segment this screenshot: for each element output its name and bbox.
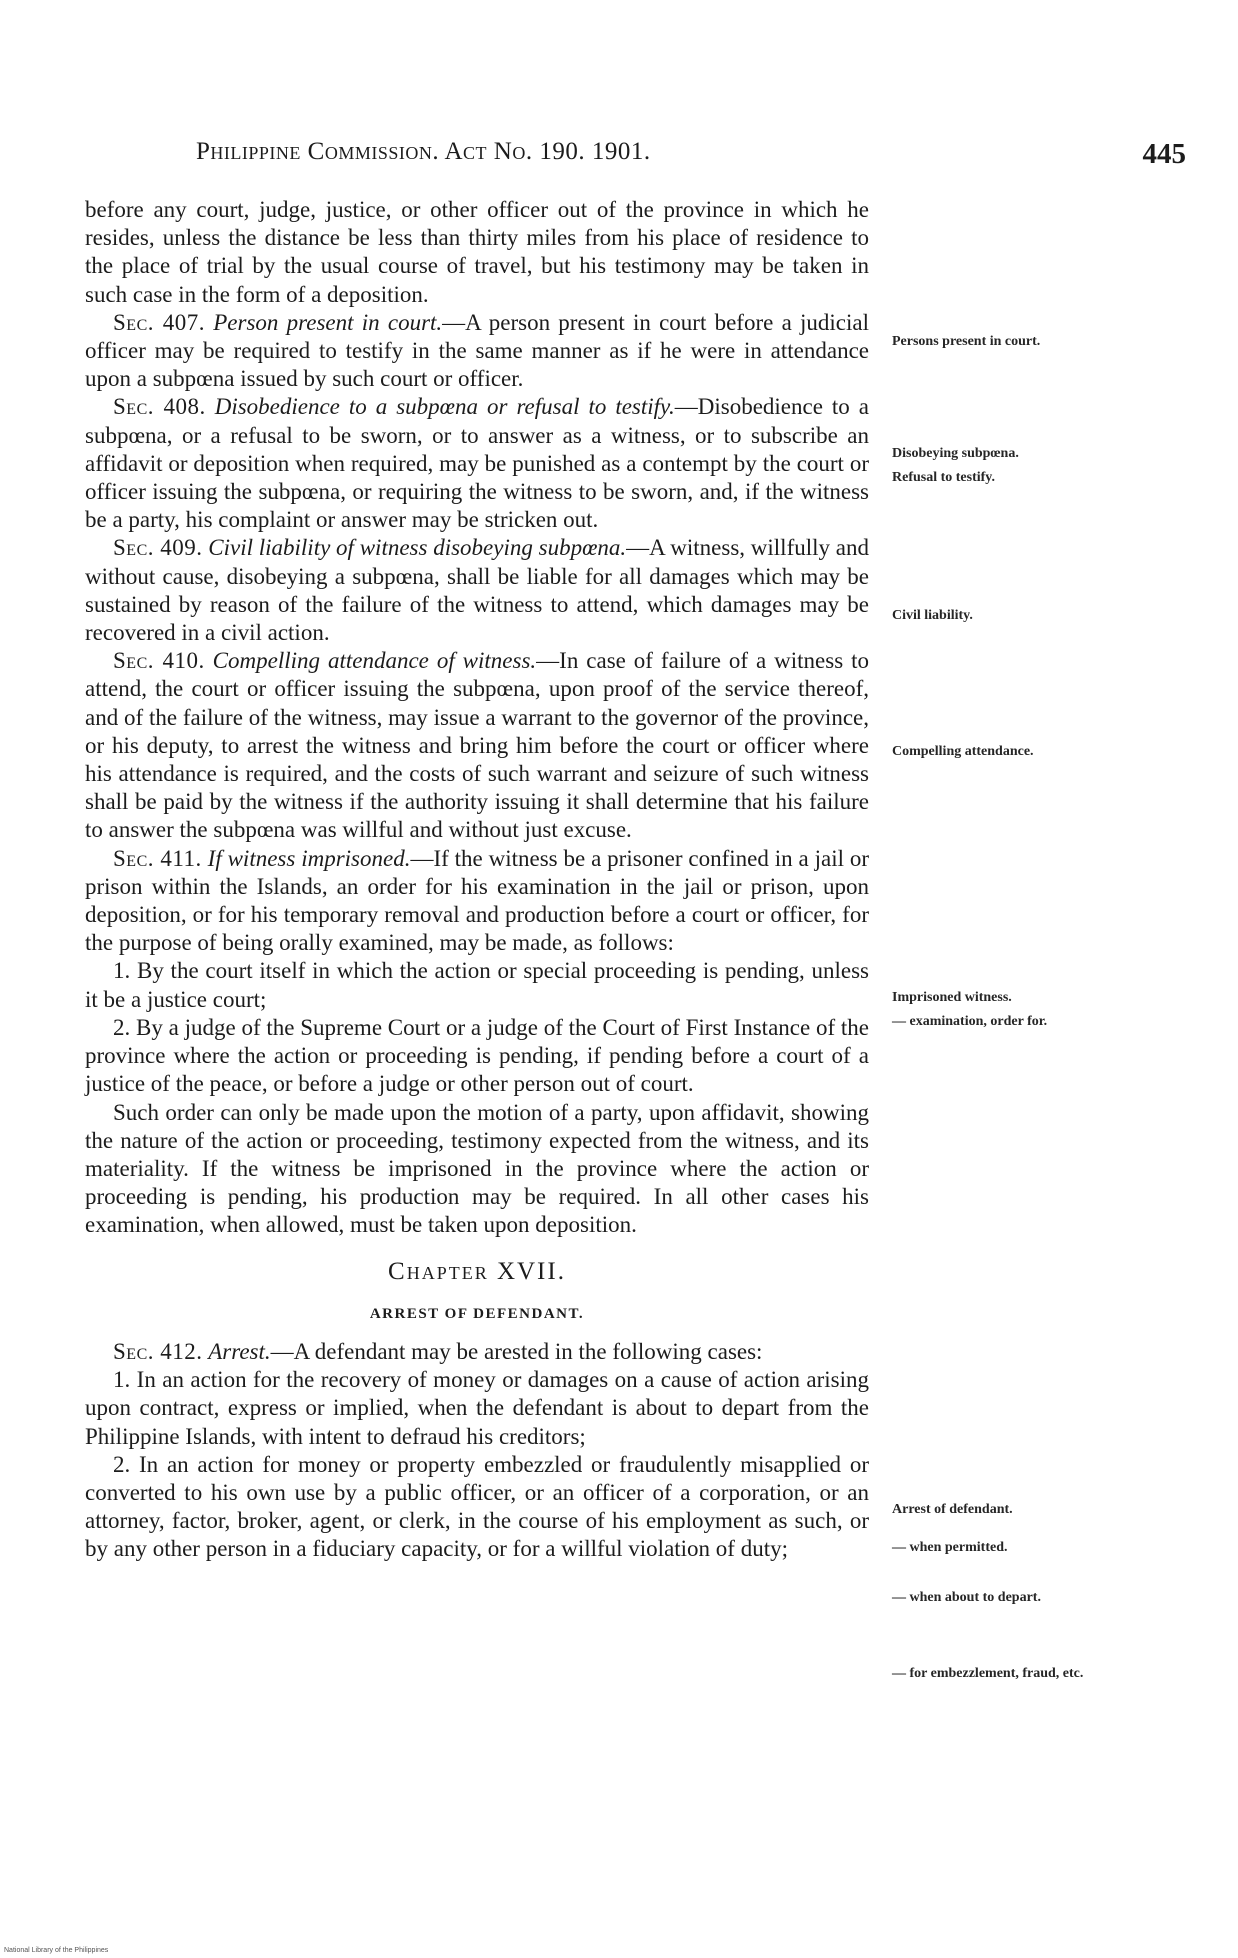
- margin-note: — when about to depart.: [892, 1590, 1041, 1605]
- section-412: [85, 1338, 869, 1366]
- running-head: Philippine Commission. Act No. 190. 1901.: [196, 138, 651, 165]
- section-label: Sec. 410.: [113, 648, 205, 674]
- section-407: [85, 309, 869, 394]
- section-label: Sec. 408.: [113, 394, 206, 420]
- section-412-item-2: 2. In an action for money or property embezzled or fraudulently misapplied or converted to his own use by a public officer, or an officer of a corporation, or an attorney, factor, broker, agent, or clerk, in the course of his employment as such, or by any other person in a fiduciary capacity, or for a willful violation of duty;: [85, 1451, 869, 1562]
- section-412-item-1: 1. In an action for the recovery of money or damages on a cause of action arising upon contract, express or implied, when the defendant is about to depart from the Philippine Islands, with intent to defraud his creditors;: [85, 1367, 869, 1449]
- section-title: Arrest.: [208, 1338, 271, 1364]
- margin-note: Imprisoned witness.: [892, 990, 1012, 1005]
- margin-note: Refusal to testify.: [892, 470, 996, 485]
- margin-note: — when permitted.: [892, 1540, 1008, 1555]
- section-text: —A person present in court before a judicial officer may be required to testify in the same manner as if he were in attendance upon a subpœna issued by such court or officer.: [85, 309, 869, 392]
- paragraph-continuation: before any court, judge, justice, or other officer out of the province in which he resides, unless the distance be less than thirty miles from his place of residence to the place of trial by the usual course of travel, but his testimony may be taken in such case in the form of a deposition.: [85, 197, 869, 307]
- section-411-item-2: 2. By a judge of the Supreme Court or a judge of the Court of First Instance of the province where the action or proceeding is pending, if pending before a court of a justice of the peace, or before a judge or other person out of court.: [85, 1014, 869, 1097]
- footer-credit: National Library of the Philippines: [4, 1947, 109, 1954]
- margin-note: — for embezzlement, fraud, etc.: [892, 1666, 1084, 1681]
- section-411-final: Such order can only be made upon the motion of a party, upon affidavit, showing the nature of the action or proceeding, testimony expected from the witness, and its materiality. If the witness be imprisoned in the province where the action or proceeding is pending, his production may be required. In all other cases his examination, when allowed, must be taken upon deposition.: [85, 1099, 869, 1238]
- chapter-heading: Chapter XVII.: [388, 1257, 566, 1285]
- margin-note: Persons present in court.: [892, 334, 1041, 349]
- section-text: —If the witness be a prisoner confined in a jail or prison within the Islands, an order for his examination in the jail or prison, upon deposition, or for his temporary removal and production before a court or officer, for the purpose of being orally examined, may be made, as follows:: [85, 845, 870, 956]
- section-text: —A witness, willfully and without cause, disobeying a subpœna, shall be liable for all damages which may be sustained by reason of the failure of the witness to attend, which damages may be recovered in a civil action.: [85, 535, 869, 646]
- section-title: Disobedience to a subpœna or refusal to testify.: [214, 394, 675, 420]
- margin-note: Compelling attendance.: [892, 744, 1034, 759]
- margin-note: — examination, order for.: [892, 1014, 1048, 1029]
- section-411: [85, 845, 869, 958]
- section-410: [85, 647, 869, 844]
- section-text: —In case of failure of a witness to attend, the court or officer issuing the subpœna, upon proof of the service thereof, and of the failure of the witness, may issue a warrant to the governor of the province, or his deputy, to arrest the witness and bring him before the court or officer where his attendance is required, and the costs of such warrant and seizure of such witness shall be paid by the witness if the authority issuing it shall determine that his failure to answer the subpœna was willful and without just excuse.: [85, 648, 870, 843]
- page-number: 445: [1142, 138, 1186, 170]
- main-text-column: [85, 196, 869, 1564]
- section-text: —Disobedience to a subpœna, or a refusal to be sworn, or to answer as a witness, or to subscribe an affidavit or deposition when required, may be punished as a contempt by the court or officer issuing the subpœna, or requiring the witness to be sworn, and, if the witness be a party, his complaint or answer may be stricken out.: [85, 394, 869, 533]
- section-label: Sec. 411.: [113, 845, 202, 871]
- margin-note: Arrest of defendant.: [892, 1502, 1013, 1517]
- section-409: [85, 534, 869, 647]
- section-title: Civil liability of witness disobeying subpœna.: [208, 535, 627, 561]
- section-label: Sec. 409.: [113, 535, 203, 561]
- section-411-item-1: 1. By the court itself in which the action or special proceeding is pending, unless it be a justice court;: [85, 958, 869, 1012]
- section-title: Person present in court.: [213, 309, 443, 335]
- chapter-subheading: ARREST OF DEFENDANT.: [369, 1305, 585, 1322]
- margin-notes: [892, 0, 1092, 1958]
- section-text: —A defendant may be arested in the following cases:: [270, 1338, 763, 1364]
- section-label: Sec. 412.: [113, 1338, 203, 1364]
- section-title: If witness imprisoned.: [207, 845, 411, 871]
- margin-note: Civil liability.: [892, 608, 973, 623]
- section-408: [85, 393, 869, 534]
- section-title: Compelling attendance of witness.: [212, 648, 537, 674]
- section-label: Sec. 407.: [113, 309, 205, 335]
- margin-note: Disobeying subpœna.: [892, 446, 1019, 461]
